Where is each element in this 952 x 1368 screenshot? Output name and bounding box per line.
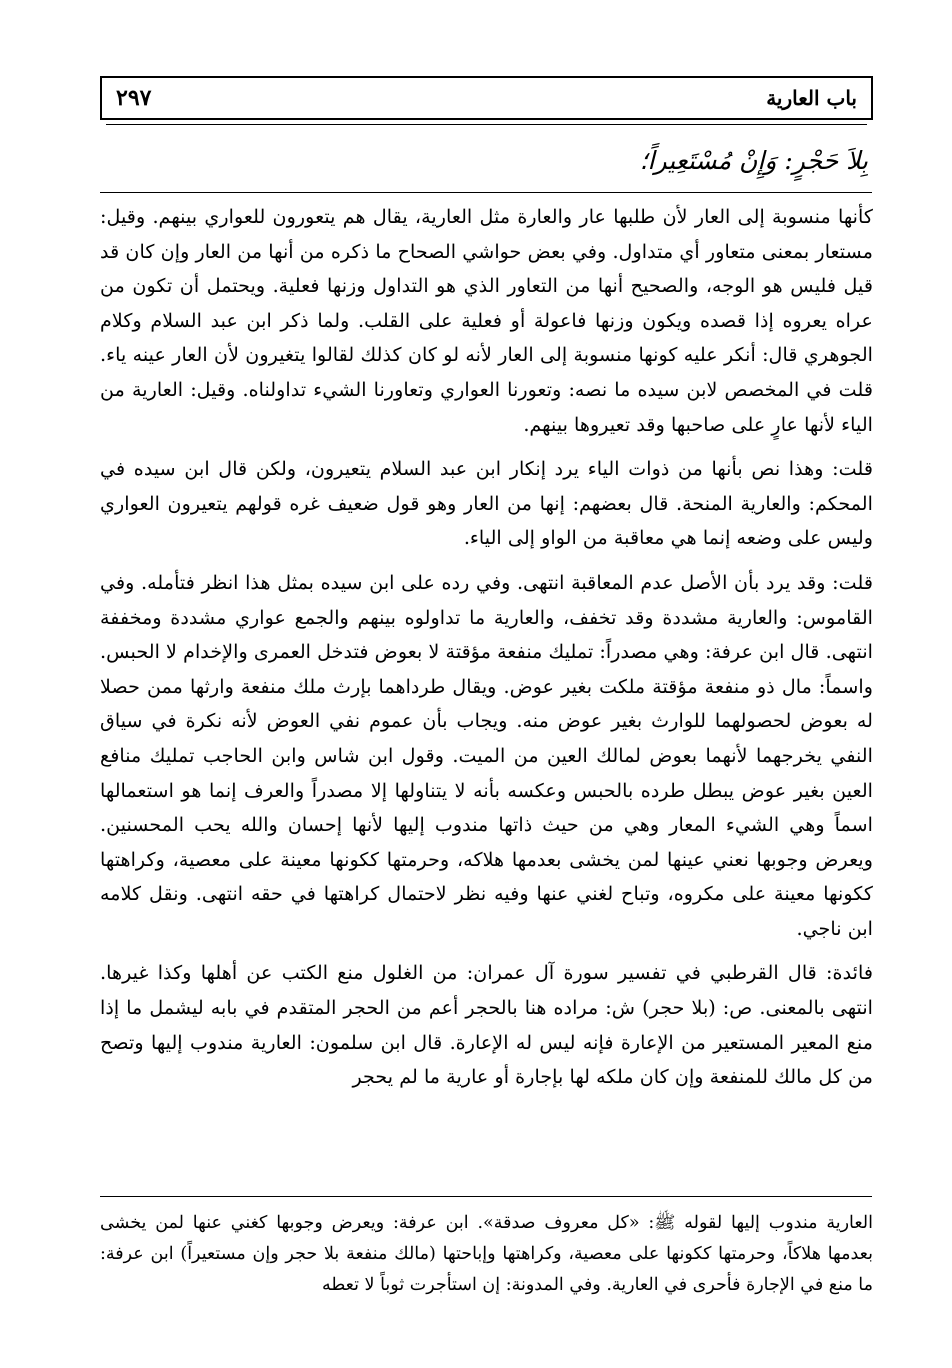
page-number: ٢٩٧ — [116, 85, 152, 111]
commentary-body — [100, 200, 873, 1095]
chapter-title: باب العارية — [766, 86, 857, 110]
paragraph: كأنها منسوبة إلى العار لأن طلبها عار والعارة مثل العارية، يقال هم يتعورون للعواري بينهم. وقيل: مستعار بمعنى متعاور أي متداول. وفي بعض حواشي الصحاح ما ذكره من أنها من العار وإن كان قد قيل فليس هو الوجه، والصحيح أنها من التعاور الذي هو التداول وزنها فعلية. ويحتمل أن تكون من عراه يعروه إذا قصده ويكون وزنها فاعولة أو فعلية على القلب. ولما ذكر ابن عبد السلام وكلام الجوهري قال: أنكر عليه كونها منسوبة إلى العار لأنه لو كان كذلك لقالوا يتغيرون لأن العار عينه ياء. قلت في المخصص لابن سيده ما نصه: وتعورنا العواري وتعاورنا الشيء تداولناه. وقيل: العارية من الياء لأنها عارٍ على صاحبها وقد تعيروها بينهم. — [100, 205, 873, 436]
paragraph: قلت: وهذا نص بأنها من ذوات الياء يرد إنكار ابن عبد السلام يتعيرون، ولكن قال ابن سيده في المحكم: والعارية المنحة. قال بعضهم: إنها من العار وهو قول ضعيف غره قولهم يتعيرون العواري وليس على وضعه إنما هي معاقبة من الواو إلى الياء. — [100, 457, 873, 550]
matn-divider — [100, 192, 872, 193]
running-header — [100, 76, 873, 120]
footnote-text: العارية مندوب إليها لقوله ﷺ: «كل معروف صدقة». ابن عرفة: ويعرض وجوبها كغني عنها لمن يخشى بعدمها هلاكاً، وحرمتها ككونها على معصية، وكراهتها وإباحتها (مالك منفعة بلا حجر وإن مستعيراً) ابن عرفة: ما منع في الإجارة فأحرى في العارية. وفي المدونة: إن استأجرت ثوباً لا تعطه — [100, 1213, 873, 1295]
footnote-divider — [100, 1196, 872, 1197]
paragraph: قلت: وقد يرد بأن الأصل عدم المعاقبة انتهى. وفي رده على ابن سيده بمثل هذا انظر فتأمله. وفي القاموس: والعارية مشددة وقد تخفف، والعارية ما تداولوه بينهم والجمع عواري مشددة ومخففة انتهى. قال ابن عرفة: وهي مصدراً: تمليك منفعة مؤقتة لا بعوض فتدخل العمرى والإخدام لا الحبس. واسماً: مال ذو منفعة مؤقتة ملكت بغير عوض. ويقال طرداهما بإرث ملك منفعة وارثها ممن حصلا له بعوض لحصولهما للوارث بغير عوض منه. ويجاب بأن عموم نفي العوض لأنه نكرة في سياق النفي يخرجهما لأنهما بعوض لمالك العين من الميت. وقول ابن شاس وابن الحاجب تمليك منافع العين بغير عوض يبطل طرده بالحبس وعكسه بأنه لا يتناولها إلا مصدراً والعرف إنما هو استعمالها اسماً وهي الشيء المعار وهي من حيث ذاتها مندوب إليها لأنها إحسان والله يحب المحسنين. ويعرض وجوبها نعني عينها لمن يخشى بعدمها هلاكه، وحرمتها ككونها معينة على معصية، وكراهتها ككونها معينة على مكروه، وتباح لغني عنها وفيه نظر لاحتمال كراهتها في حقه انتهى. ونقل كلامه ابن ناجي. — [100, 570, 873, 940]
footnote — [100, 1208, 873, 1301]
matn-text: بِلاَ حَجْرٍ: وَإِنْ مُسْتَعِيراً؛ — [639, 146, 868, 175]
paragraph: فائدة: قال القرطبي في تفسير سورة آل عمران: من الغلول منع الكتب عن أهلها وكذا غيرها. انتهى بالمعنى. ص: (بلا حجر) ش: مراده هنا بالحجر أعم من الحجر المتقدم في بابه ليشمل ما إذا منع المعير المستعير من الإعارة فإنه ليس له الإعارة. قال ابن سلمون: العارية مندوب إليها وتصح من كل مالك للمنفعة وإن كان ملكه لها بإجارة أو عارية ما لم يحجر — [100, 961, 873, 1089]
